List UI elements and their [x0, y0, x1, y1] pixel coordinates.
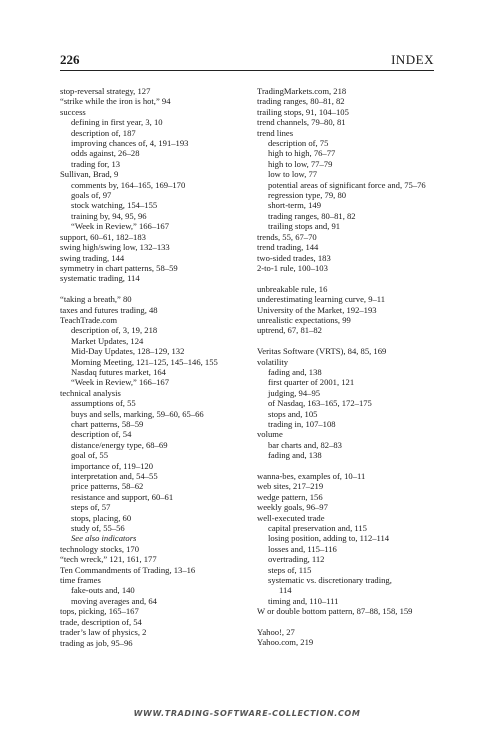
- index-subentry: buys and sells, marking, 59–60, 65–66: [71, 408, 204, 419]
- index-entry: trader’s law of physics, 2: [60, 627, 147, 638]
- index-subentry: resistance and support, 60–61: [71, 491, 174, 502]
- index-subentry: losing position, adding to, 112–114: [268, 533, 390, 544]
- index-entry: trailing stops, 91, 104–105: [257, 106, 349, 117]
- running-title: INDEX: [391, 52, 434, 67]
- index-subentry: Morning Meeting, 121–125, 145–146, 155: [71, 356, 218, 367]
- index-entry: volatility: [257, 356, 289, 367]
- index-subentry: regression type, 79, 80: [268, 190, 347, 201]
- index-subentry: capital preservation and, 115: [268, 523, 367, 534]
- index-entry: technology stocks, 170: [60, 543, 140, 554]
- index-entry: well-executed trade: [257, 512, 325, 523]
- index-subentry: importance of, 119–120: [71, 460, 154, 471]
- index-entry: systematic trading, 114: [60, 273, 140, 284]
- index-subentry: trailing stops and, 91: [268, 221, 341, 232]
- index-subentry: first quarter of 2001, 121: [268, 377, 355, 388]
- index-subentry: fake-outs and, 140: [71, 585, 135, 596]
- index-entry: volume: [257, 429, 283, 440]
- index-subentry: See also indicators: [71, 533, 137, 544]
- index-entry: W or double bottom pattern, 87–88, 158, 159: [257, 606, 413, 617]
- index-entry: symmetry in chart patterns, 58–59: [60, 262, 178, 273]
- index-entry: University of the Market, 192–193: [257, 304, 377, 315]
- index-entry: tops, picking, 165–167: [60, 606, 139, 617]
- index-subentry: high to low, 77–79: [268, 158, 333, 169]
- index-subentry: trading for, 13: [71, 158, 121, 169]
- index-subentry: moving averages and, 64: [71, 595, 157, 606]
- index-subentry: systematic vs. discretionary trading,: [268, 575, 392, 586]
- index-column-right: [257, 86, 432, 648]
- index-subentry: description of, 3, 19, 218: [71, 325, 158, 336]
- index-entry: TradingMarkets.com, 218: [257, 86, 347, 96]
- index-entry: time frames: [60, 575, 101, 586]
- page-header: [60, 52, 434, 71]
- index-entry: web sites, 217–219: [257, 481, 324, 492]
- index-entry: “tech wreck,” 121, 161, 177: [60, 554, 157, 565]
- index-subentry: improving chances of, 4, 191–193: [71, 138, 189, 149]
- index-subentry: of Nasdaq, 163–165, 172–175: [268, 398, 372, 409]
- index-entry: “taking a breath,” 80: [60, 294, 132, 305]
- index-entry: 2-to-1 rule, 100–103: [257, 262, 328, 273]
- index-subentry: Market Updates, 124: [71, 335, 144, 346]
- index-subentry: study of, 55–56: [71, 523, 125, 534]
- index-entry: Yahoo.com, 219: [257, 637, 314, 648]
- index-subentry: judging, 94–95: [268, 387, 321, 398]
- index-subentry: losses and, 115–116: [268, 543, 337, 554]
- index-subentry: comments by, 164–165, 169–170: [71, 179, 186, 190]
- index-entry: unbreakable rule, 16: [257, 283, 328, 294]
- index-entry: TeachTrade.com: [60, 314, 118, 325]
- index-entry: two-sided trades, 183: [257, 252, 331, 263]
- index-subentry: “Week in Review,” 166–167: [71, 377, 170, 388]
- index-subentry: steps of, 115: [268, 564, 312, 575]
- index-subentry: high to high, 76–77: [268, 148, 336, 159]
- index-subentry: price patterns, 58–62: [71, 481, 144, 492]
- page-number: 226: [60, 52, 80, 67]
- index-subentry: stock watching, 154–155: [71, 200, 158, 211]
- index-entry: technical analysis: [60, 387, 121, 398]
- index-subentry: assumptions of, 55: [71, 398, 136, 409]
- index-subentry: description of, 187: [71, 127, 136, 138]
- index-subentry: short-term, 149: [268, 200, 321, 211]
- index-subentry: “Week in Review,” 166–167: [71, 221, 170, 232]
- index-entry: wedge pattern, 156: [257, 491, 323, 502]
- index-entry: trend trading, 144: [257, 242, 319, 253]
- index-column-left: [60, 86, 235, 648]
- index-entry: stop-reversal strategy, 127: [60, 86, 151, 96]
- index-entry: trade, description of, 54: [60, 616, 142, 627]
- index-entry: trading as job, 95–96: [60, 637, 133, 648]
- index-subentry: overtrading, 112: [268, 554, 325, 565]
- index-subentry: Nasdaq futures market, 164: [71, 366, 166, 377]
- index-entry: swing high/swing low, 132–133: [60, 242, 170, 253]
- index-entry: underestimating learning curve, 9–11: [257, 294, 386, 305]
- index-subentry: goals of, 97: [71, 190, 112, 201]
- index-entry: uptrend, 67, 81–82: [257, 325, 322, 336]
- index-entry: unrealistic expectations, 99: [257, 314, 351, 325]
- index-subentry: potential areas of significant force and, 75–76: [268, 179, 426, 190]
- index-subentry: odds against, 26–28: [71, 148, 140, 159]
- index-subentry: fading and, 138: [268, 366, 322, 377]
- index-subentry: trading ranges, 80–81, 82: [268, 210, 356, 221]
- index-entry: Sullivan, Brad, 9: [60, 169, 119, 180]
- index-subentry: low to low, 77: [268, 169, 318, 180]
- index-subentry: stops and, 105: [268, 408, 318, 419]
- index-entry: trend channels, 79–80, 81: [257, 117, 346, 128]
- index-entry: trading ranges, 80–81, 82: [257, 96, 345, 107]
- index-entry: “strike while the iron is hot,” 94: [60, 96, 171, 107]
- index-subentry: stops, placing, 60: [71, 512, 132, 523]
- index-subentry: steps of, 57: [71, 502, 111, 513]
- index-subentry: interpretation and, 54–55: [71, 471, 158, 482]
- index-entry: weekly goals, 96–97: [257, 502, 328, 513]
- index-entry: Yahoo!, 27: [257, 627, 295, 638]
- index-subentry: description of, 54: [71, 429, 132, 440]
- index-entry: trend lines: [257, 127, 294, 138]
- index-subentry: defining in first year, 3, 10: [71, 117, 163, 128]
- index-entry: Ten Commandments of Trading, 13–16: [60, 564, 196, 575]
- index-subentry: trading in, 107–108: [268, 418, 336, 429]
- index-entry: support, 60–61, 182–183: [60, 231, 146, 242]
- index-entry: Veritas Software (VRTS), 84, 85, 169: [257, 346, 387, 357]
- index-subentry: 114: [279, 585, 292, 596]
- index-entry: swing trading, 144: [60, 252, 125, 263]
- watermark: WWW.TRADING-SOFTWARE-COLLECTION.COM: [133, 709, 361, 718]
- index-subentry: bar charts and, 82–83: [268, 439, 342, 450]
- index-entry: wanna-bes, examples of, 10–11: [257, 470, 366, 481]
- index-subentry: distance/energy type, 68–69: [71, 439, 168, 450]
- index-entry: taxes and futures trading, 48: [60, 304, 158, 315]
- index-entry: success: [60, 106, 86, 117]
- index-subentry: fading and, 138: [268, 450, 322, 461]
- index-subentry: chart patterns, 58–59: [71, 418, 144, 429]
- index-subentry: training by, 94, 95, 96: [71, 210, 147, 221]
- index-entry: trends, 55, 67–70: [257, 231, 317, 242]
- index-subentry: Mid-Day Updates, 128–129, 132: [71, 346, 185, 357]
- index-subentry: goal of, 55: [71, 450, 108, 461]
- index-subentry: description of, 75: [268, 138, 329, 149]
- index-subentry: timing and, 110–111: [268, 595, 339, 606]
